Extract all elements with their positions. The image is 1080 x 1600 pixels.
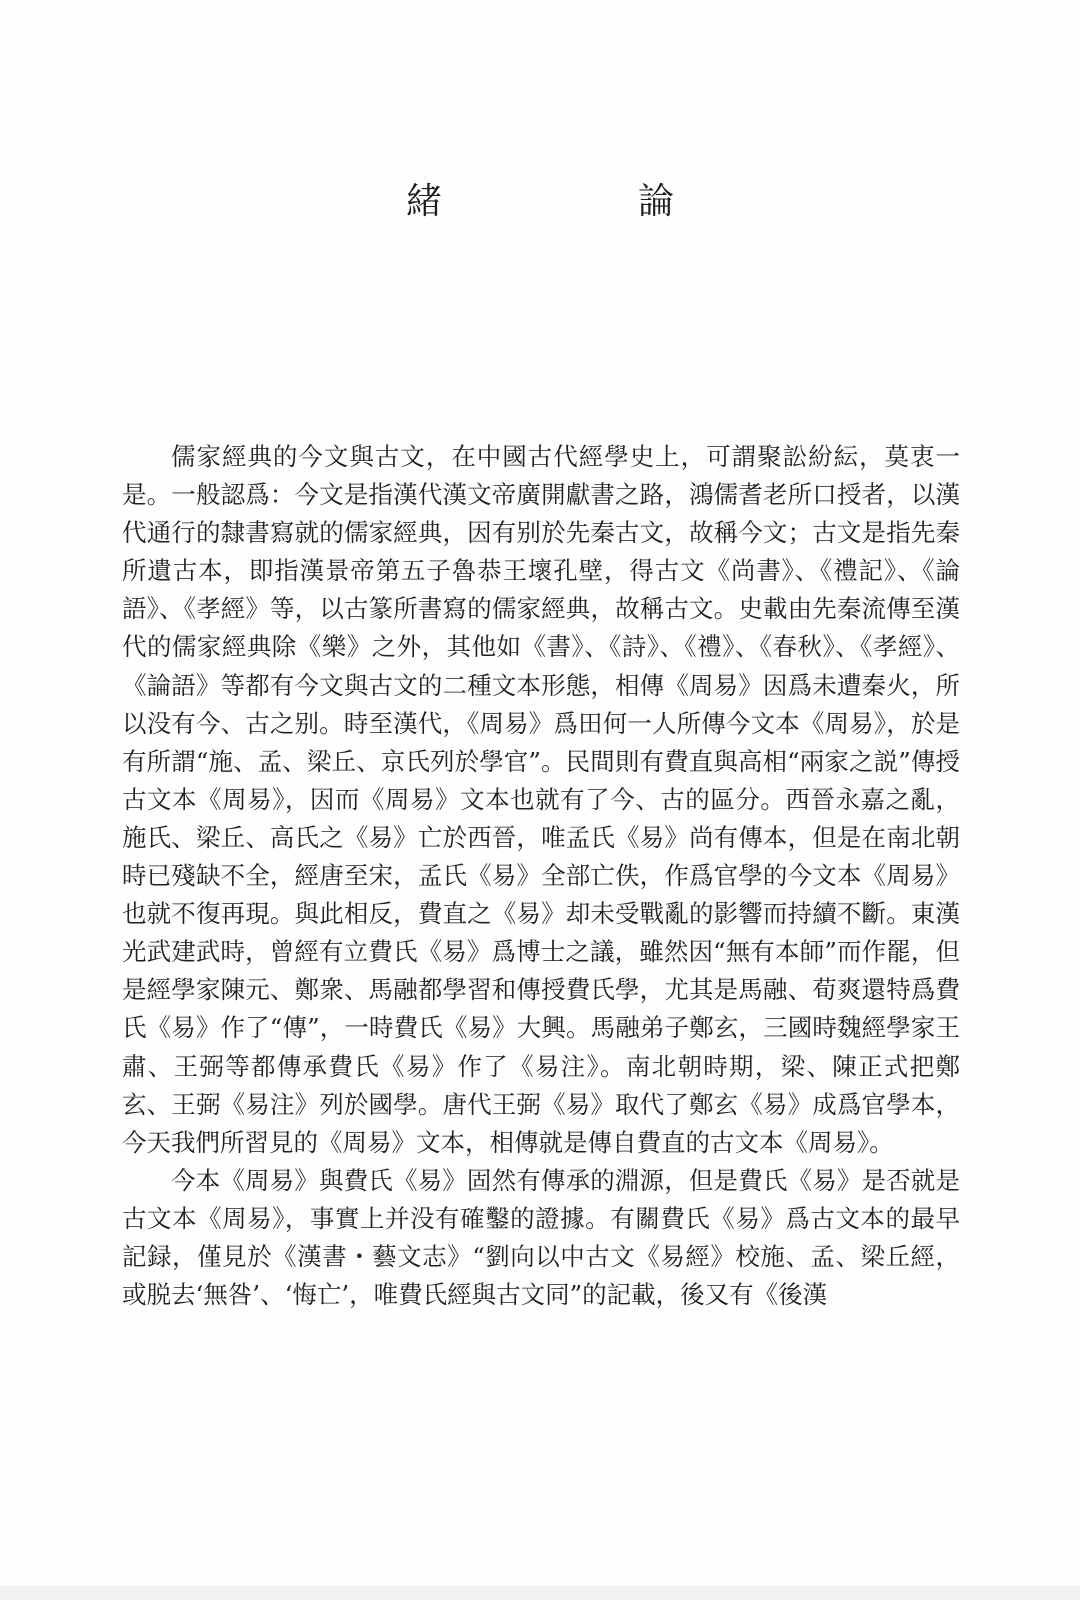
paragraph-2: 今本《周易》與費氏《易》固然有傳承的淵源，但是費氏《易》是否就是古文本《周易》，事實上并没有確鑿的證據。有關費氏《易》爲古文本的最早記録，僅見於《漢書・藝文志》“劉向以中古文《易經》校施、孟、梁丘經，或脱去‘無咎’、‘悔亡’，唯費氏經與古文同”的記載，後又有《後漢: [122, 1165, 960, 1310]
paragraph-1: 儒家經典的今文與古文，在中國古代經學史上，可謂聚訟紛紜，莫衷一是。一般認爲：今文是指漢代漢文帝廣開獻書之路，鴻儒耆老所口授者，以漢代通行的隸書寫就的儒家經典，因有别於先秦古文，故稱今文；古文是指先秦所遺古本，即指漢景帝第五子魯恭王壞孔壁，得古文《尚書》、《禮記》、《論語》、《孝經》等，以古篆所書寫的儒家經典，故稱古文。史載由先秦流傳至漢代的儒家經典除《樂》之外，其他如《書》、《詩》、《禮》、《春秋》、《孝經》、《論語》等都有今文與古文的二種文本形態，相傳《周易》因爲未遭秦火，所以没有今、古之别。時至漢代，《周易》爲田何一人所傳今文本《周易》，於是有所謂“施、孟、梁丘、京氏列於學官”。民間則有費直與高相“兩家之説”傳授古文本《周易》，因而《周易》文本也就有了今、古的區分。西晉永嘉之亂，施氏、梁丘、高氏之《易》亡於西晉，唯孟氏《易》尚有傳本，但是在南北朝時已殘缺不全，經唐至宋，孟氏《易》全部亡佚，作爲官學的今文本《周易》也就不復再現。與此相反，費直之《易》却未受戰亂的影響而持續不斷。東漢光武建武時，曾經有立費氏《易》爲博士之議，雖然因“無有本師”而作罷，但是經學家陳元、鄭衆、馬融都學習和傳授費氏學，尤其是馬融、荀爽還特爲費氏《易》作了“傳”，一時費氏《易》大興。馬融弟子鄭玄，三國時魏經學家王肅、王弼等都傳承費氏《易》作了《易注》。南北朝時期，梁、陳正式把鄭玄、王弼《易注》列於國學。唐代王弼《易》取代了鄭玄《易》成爲官學本，今天我們所習見的《周易》文本，相傳就是傳自費直的古文本《周易》。: [122, 442, 960, 1157]
page-bottom-edge: [0, 1586, 1080, 1600]
chapter-title: 緒 論: [405, 181, 754, 222]
body-text: [122, 438, 960, 1314]
